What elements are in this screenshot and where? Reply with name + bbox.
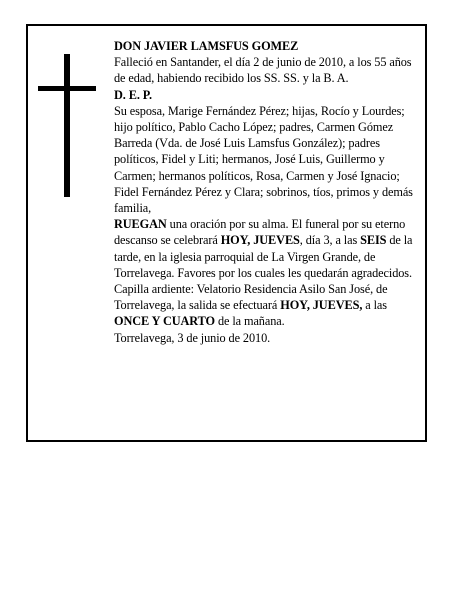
funeral-day: HOY, JUEVES (220, 233, 300, 248)
cross-icon (38, 54, 96, 197)
prayer-text: una oración por su alma. El funeral por su eterno descanso se celebrará (114, 217, 406, 248)
place-and-date: Torrelavega, 3 de junio de 2010. (114, 330, 271, 345)
rest-in-peace: D. E. P. (114, 87, 153, 102)
funeral-hour: SEIS (360, 233, 387, 248)
death-announcement: Falleció en Santander, el día 2 de junio de 2010, a los 55 años de edad, habiendo recibido los SS. SS. y la B. A. (114, 55, 412, 86)
at-text: a las (362, 298, 387, 313)
deceased-name: DON JAVIER LAMSFUS GOMEZ (114, 39, 299, 53)
funeral-location-text: de la tarde, en la iglesia parroquial de La Virgen Grande, de Torrelavega. Favores por los cuales les quedarán agradecidos. Capilla ardiente: Velatorio Residencia Asilo San José, de Torrelavega, la salida se efectuará (114, 233, 413, 313)
family-list: Su esposa, Marige Fernández Pérez; hijas, Rocío y Lourdes; hijo político, Pablo Cacho López; padres, Carmen Gómez Barreda (Vda. de José Luis Lamsfus González); padres políticos, Fidel y Liti; hermanos, José Luis, Guillermo y Carmen; hermanos políticos, Rosa, Carmen y José Ignacio; Fidel Fernández Pérez y Clara; sobrinos, tíos, primos y demás familia, (114, 103, 413, 216)
departure-hour: ONCE Y CUARTO (114, 314, 215, 329)
departure-day: HOY, JUEVES, (280, 298, 363, 313)
cross-horizontal-bar (38, 86, 96, 91)
obituary-text (114, 38, 415, 346)
funeral-details (114, 216, 415, 329)
ruegan-text: RUEGAN (114, 217, 167, 232)
morning-text: de la mañana. (214, 314, 285, 329)
day-text: , día 3, a las (299, 233, 361, 248)
cross-vertical-bar (64, 54, 70, 197)
